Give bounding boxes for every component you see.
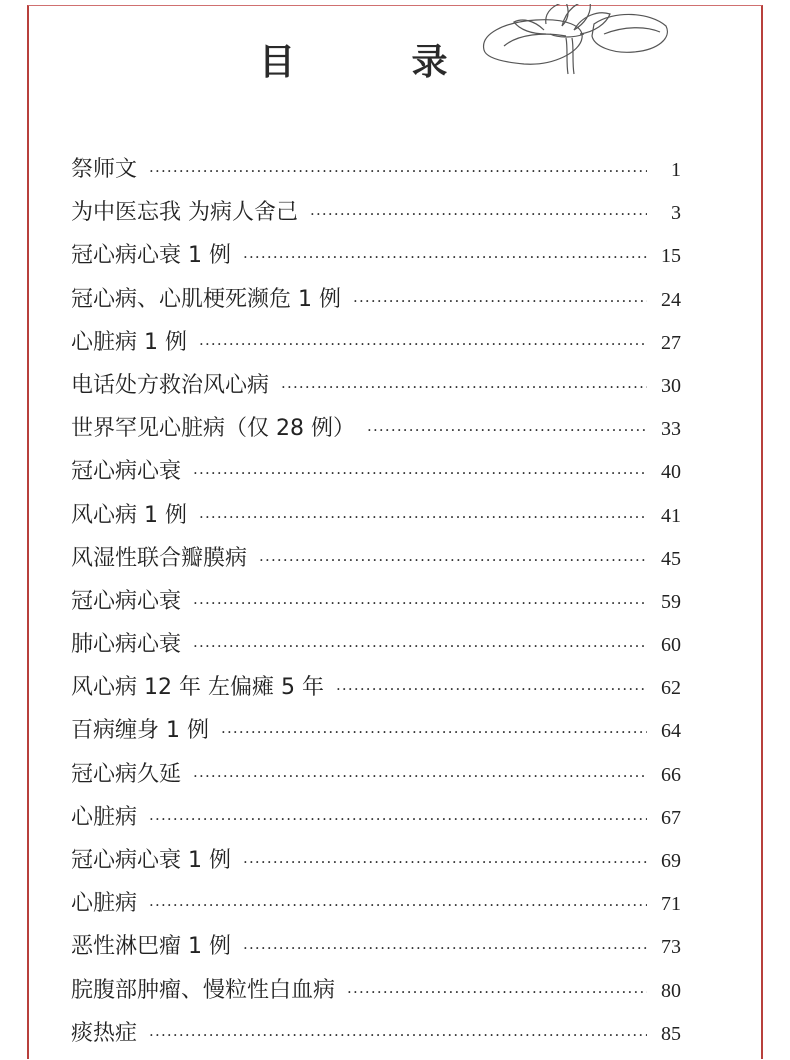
book-page [27,5,763,1059]
dot-leader [235,248,647,266]
dot-leader [141,896,647,914]
toc-entry-title: 心脏病 [71,804,138,830]
toc-entry-page-number: 15 [661,245,681,268]
table-of-contents [71,152,681,1059]
dot-leader [302,205,647,223]
toc-entry[interactable] [71,843,681,886]
toc-entry-page-number: 62 [661,677,681,700]
dot-leader [141,1026,647,1044]
toc-entry-title: 冠心病心衰 1 例 [71,848,231,873]
dot-leader [185,464,647,482]
dot-leader [191,508,647,526]
dot-leader [141,810,647,828]
toc-entry[interactable] [71,411,681,454]
toc-entry-page-number: 66 [661,763,681,786]
toc-entry-title: 冠心病心衰 1 例 [71,243,231,269]
toc-entry-page-number: 73 [661,936,681,959]
toc-entry[interactable] [71,627,681,670]
toc-entry[interactable] [71,152,681,195]
lotus-leaf-icon [474,4,674,82]
toc-entry[interactable] [71,498,681,541]
toc-entry[interactable] [71,368,681,411]
dot-leader [191,335,647,353]
toc-entry-title: 为中医忘我 为病人舍己 [71,200,298,226]
toc-entry-title: 心脏病 [71,891,138,917]
toc-entry[interactable] [71,238,681,281]
toc-entry-title: 冠心病心衰 [71,588,182,614]
toc-entry-title: 冠心病心衰 [71,459,182,485]
dot-leader [251,551,647,569]
toc-entry-title: 心脏病 1 例 [71,329,187,355]
toc-entry-page-number: 24 [661,288,681,311]
page-title: 目 录 [259,42,500,83]
toc-entry-page-number: 67 [661,806,681,829]
toc-entry-page-number: 64 [661,720,681,743]
toc-entry-title: 风心病 12 年 左偏瘫 5 年 [71,675,324,701]
dot-leader [235,939,647,957]
toc-entry-title: 电话处方救治风心病 [71,372,270,398]
toc-entry-title: 脘腹部肿瘤、慢粒性白血病 [71,977,336,1003]
toc-entry-page-number: 59 [661,590,681,613]
toc-entry[interactable] [71,195,681,238]
dot-leader [345,292,647,310]
toc-entry-title: 冠心病、心肌梗死濒危 1 例 [71,286,341,312]
toc-entry[interactable] [71,929,681,972]
toc-entry[interactable] [71,325,681,368]
toc-entry[interactable] [71,886,681,929]
toc-entry[interactable] [71,713,681,756]
toc-entry[interactable] [71,282,681,325]
toc-entry-title: 风湿性联合瓣膜病 [71,545,248,571]
dot-leader [273,378,647,396]
dot-leader [359,421,647,439]
dot-leader [235,853,647,871]
dot-leader [185,594,647,612]
toc-entry-page-number: 45 [661,547,681,570]
toc-entry-page-number: 30 [661,374,681,397]
dot-leader [213,723,647,741]
toc-entry[interactable] [71,584,681,627]
toc-entry-title: 冠心病久延 [71,761,182,787]
toc-entry-title: 风心病 1 例 [71,502,187,528]
toc-entry[interactable] [71,1016,681,1059]
toc-entry-page-number: 3 [671,202,681,225]
dot-leader [328,680,647,698]
dot-leader [185,637,647,655]
toc-entry-page-number: 85 [661,1022,681,1045]
toc-entry[interactable] [71,670,681,713]
toc-entry[interactable] [71,973,681,1016]
toc-entry-page-number: 69 [661,850,681,872]
dot-leader [339,983,647,1001]
toc-entry-page-number: 1 [671,159,681,181]
toc-entry[interactable] [71,757,681,800]
toc-entry-page-number: 71 [661,893,681,916]
toc-entry[interactable] [71,541,681,584]
toc-entry-title: 肺心病心衰 [71,632,182,658]
toc-entry[interactable] [71,800,681,843]
toc-entry-page-number: 80 [661,979,681,1002]
toc-entry-title: 恶性淋巴瘤 1 例 [71,934,231,960]
toc-entry-title: 世界罕见心脏病（仅 28 例） [71,416,355,442]
toc-entry-page-number: 41 [661,504,681,527]
toc-entry-page-number: 27 [661,331,681,354]
toc-entry[interactable] [71,454,681,497]
toc-entry-title: 祭师文 [71,157,138,182]
toc-entry-page-number: 33 [661,418,681,441]
toc-entry-page-number: 60 [661,634,681,657]
toc-entry-title: 痰热症 [71,1020,138,1046]
dot-leader [185,767,647,785]
toc-entry-page-number: 40 [661,461,681,484]
dot-leader [141,162,647,180]
toc-entry-title: 百病缠身 1 例 [71,718,209,744]
